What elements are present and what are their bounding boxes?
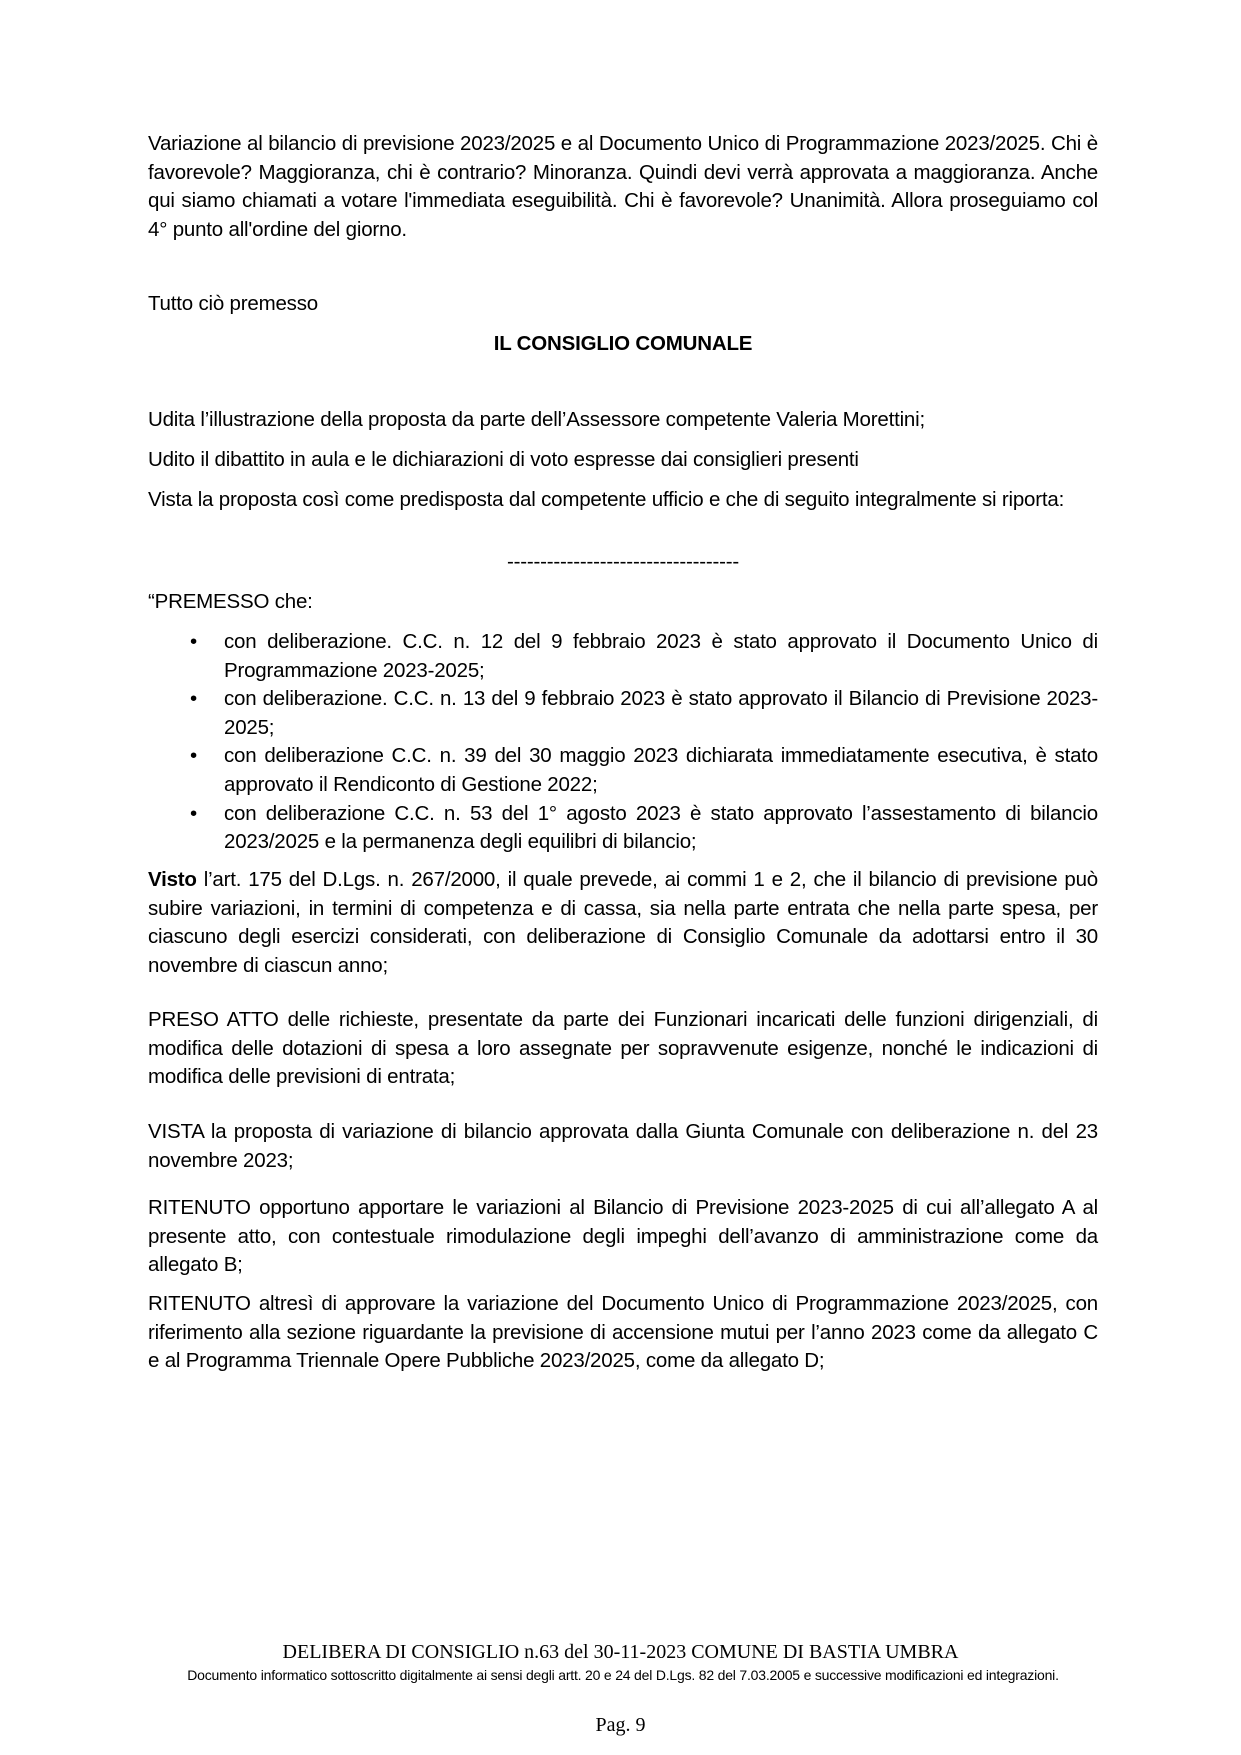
preso-atto-paragraph: PRESO ATTO delle richieste, presentate da parte dei Funzionari incaricati delle funzioni dirigenziali, di modifica delle dotazioni di spesa a loro assegnate per sopravvenute esigenze, nonché le indicazioni di modifica delle previsioni di entrata; xyxy=(148,1008,1098,1089)
list-item: • con deliberazione. C.C. n. 12 del 9 febbraio 2023 è stato approvato il Documento Unico di Programmazione 2023-2025; xyxy=(190,630,1098,682)
page-number: Pag. 9 xyxy=(595,1714,646,1736)
consideration-udita: Udita l’illustrazione della proposta da parte dell’Assessore competente Valeria Morettini; xyxy=(148,408,925,431)
premesso-label: “PREMESSO che: xyxy=(148,590,313,613)
intro-paragraph: Variazione al bilancio di previsione 2023/2025 e al Documento Unico di Programmazione 2023/2025. Chi è favorevole? Maggioranza, chi è contrario? Minoranza. Quindi devi verrà approvata a maggioranza. Anche qui siamo chiamati a votare l'immediata eseguibilità. Chi è favorevole? Unanimità. Allora proseguiamo col 4° punto all'ordine del giorno. xyxy=(148,132,1098,241)
separator-line: ----------------------------------- xyxy=(507,550,739,573)
footer-note: Documento informatico sottoscritto digitalmente ai sensi degli artt. 20 e 24 del D.Lgs. 82 del 7.03.2005 e successive modificazioni ed integrazioni. xyxy=(187,1667,1059,1683)
consideration-vista: Vista la proposta così come predisposta dal competente ufficio e che di seguito integralmente si riporta: xyxy=(148,488,1065,511)
footer-title: DELIBERA DI CONSIGLIO n.63 del 30-11-2023 COMUNE DI BASTIA UMBRA xyxy=(282,1641,959,1663)
ritenuto-paragraph-2: RITENUTO altresì di approvare la variazione del Documento Unico di Programmazione 2023/2025, con riferimento alla sezione riguardante la previsione di accensione mutui per l’anno 2023 come da allegato C e al Programma Triennale Opere Pubbliche 2023/2025, come da allegato D; xyxy=(148,1292,1098,1373)
ritenuto-paragraph-1: RITENUTO opportuno apportare le variazioni al Bilancio di Previsione 2023-2025 di cui all’allegato A al presente atto, con contestuale rimodulazione degli impeghi dell’avanzo di amministrazione come da allegato B; xyxy=(148,1196,1098,1277)
list-item: • con deliberazione. C.C. n. 13 del 9 febbraio 2023 è stato approvato il Bilancio di Previsione 2023-2025; xyxy=(190,687,1098,739)
list-item: • con deliberazione C.C. n. 53 del 1° agosto 2023 è stato approvato l’assestamento di bilancio 2023/2025 e la permanenza degli equilibri di bilancio; xyxy=(190,801,1098,854)
premise-text: Tutto ciò premesso xyxy=(148,292,318,315)
visto-label: Visto xyxy=(148,868,197,891)
visto-paragraph: Visto l’art. 175 del D.Lgs. n. 267/2000, il quale prevede, ai commi 1 e 2, che il bilancio di previsione può subire variazioni, in termini di competenza e di cassa, sia nella parte entrata che nella parte spesa, per ciascuno degli esercizi considerati, con deliberazione di Consiglio Comunale da adottarsi entro il 30 novembre di ciascun anno; xyxy=(148,868,1098,977)
bullet-icon: • xyxy=(190,630,197,653)
premesso-list xyxy=(148,628,1098,857)
list-item: • con deliberazione C.C. n. 39 del 30 maggio 2023 dichiarata immediatamente esecutiva, è stato approvato il Rendiconto di Gestione 2022; xyxy=(190,744,1098,796)
council-heading: IL CONSIGLIO COMUNALE xyxy=(493,332,753,355)
consideration-udito: Udito il dibattito in aula e le dichiarazioni di voto espresse dai consiglieri presenti xyxy=(148,448,859,471)
bullet-icon: • xyxy=(190,801,197,825)
bullet-icon: • xyxy=(190,744,197,768)
vista-giunta-paragraph: VISTA la proposta di variazione di bilancio approvata dalla Giunta Comunale con deliberazione n. del 23 novembre 2023; xyxy=(148,1120,1098,1172)
bullet-icon: • xyxy=(190,687,197,711)
